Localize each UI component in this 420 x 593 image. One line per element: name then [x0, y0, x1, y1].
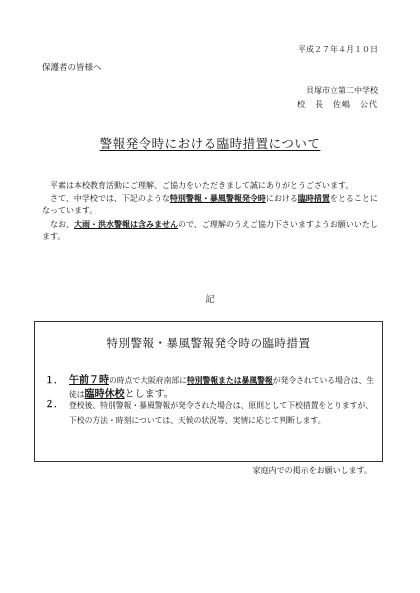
document-title [0, 134, 420, 152]
p3-emphasis-exclusion: 大雨・洪水警報は含みません [74, 218, 178, 229]
item-2-text: 登校後、特別警報・暴風警報が発令された場合は、原則として下校措置をとりますが、下校の方法・時刻については、天候の状況等、実情に応じて判断します。 [69, 401, 374, 425]
item-1-number: １． [45, 376, 64, 386]
item-1-text-d: が発令されている場合は、生徒は [69, 376, 375, 399]
body-paragraph-3 [42, 218, 378, 243]
p2-text-c: における [265, 194, 298, 204]
ki-marker: 記 [205, 295, 215, 305]
item-1-closure: 臨時休校 [84, 389, 125, 400]
principal-name: 校 長 佐嶋 公代 [297, 100, 378, 109]
item-2-number: ２． [45, 400, 64, 410]
body-text [42, 180, 378, 243]
p3-text-a: なお、 [50, 219, 74, 229]
measures-title: 特別警報・暴風警報発令時の臨時措置 [106, 336, 311, 350]
body-paragraph-2 [42, 192, 378, 217]
item-1-text-b: の時点で大阪府南部に [109, 376, 187, 385]
school-name: 貝塚市立第二中学校 [306, 86, 378, 95]
footer-note: 家庭内での掲示をお願いします。 [252, 466, 372, 475]
item-1-text-f: とします。 [124, 389, 174, 400]
p2-emphasis-measure: 臨時措置 [297, 193, 330, 204]
document-title-text: 警報発令時における臨時措置について [99, 136, 321, 151]
measure-item-2 [45, 398, 375, 428]
p2-text-a: さて、中学校では、下記のような [50, 194, 170, 204]
measures-box [34, 321, 383, 462]
p3-text-c: ので、ご理解のうえご協力下さいますようお願いいたします。 [42, 219, 378, 241]
recipient-line: 保護者の皆様へ [42, 63, 102, 73]
item-1-time: 午前７時 [69, 375, 109, 386]
p2-emphasis-warning: 特別警報・暴風警報発令時 [169, 193, 266, 204]
document-date: 平成２７年４月１０日 [298, 45, 378, 54]
item-1-warning: 特別警報または暴風警報 [186, 376, 273, 385]
body-paragraph-1: 平素は本校教育活動にご理解、ご協力をいただきまして誠にありがとうございます。 [50, 181, 354, 190]
p2-text-e: をとることになっています。 [42, 194, 378, 216]
